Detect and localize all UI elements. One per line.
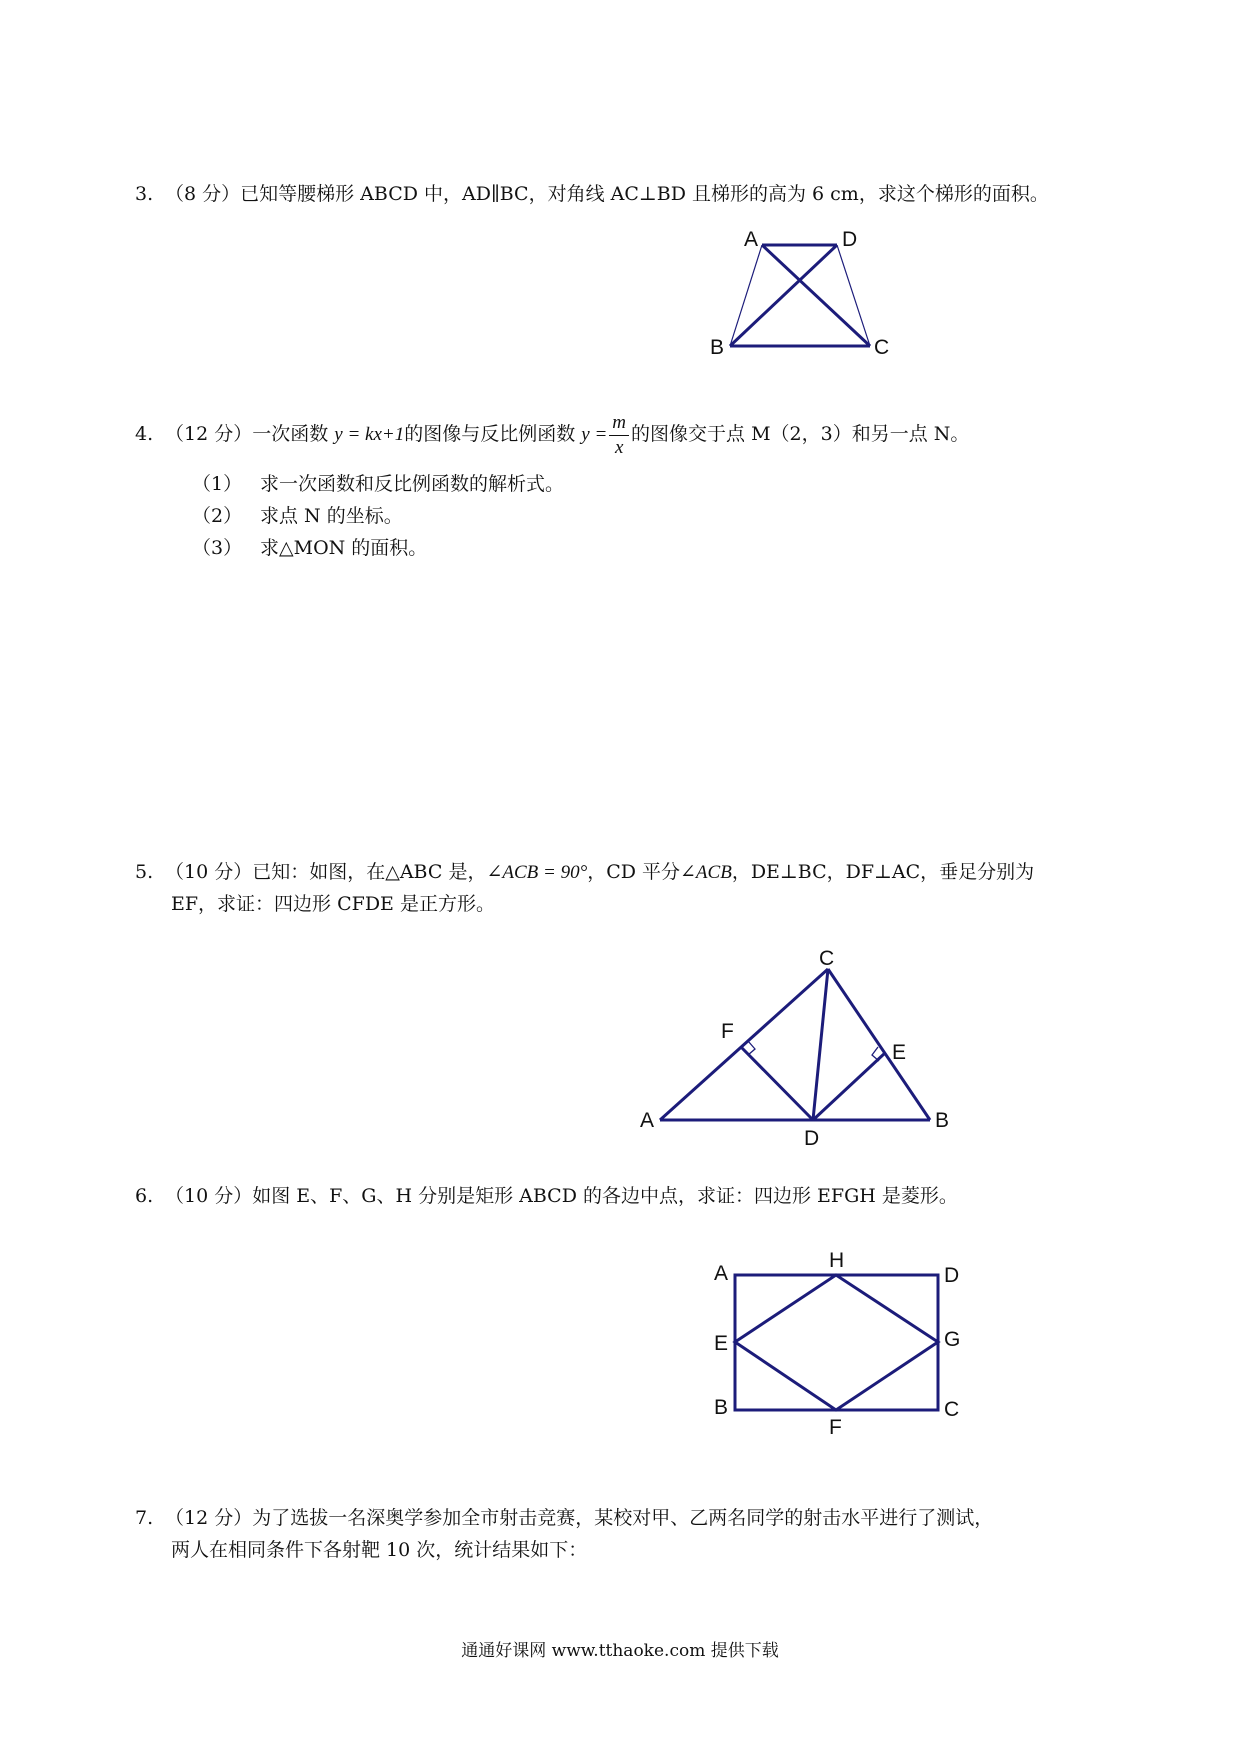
q4-line — [135, 410, 969, 460]
q4-inverse-fraction — [609, 411, 629, 460]
q5-angle-expression: ∠ACB = 90° — [486, 862, 588, 883]
perpendicular-df — [741, 1047, 813, 1120]
q4-inverse-formula-lhs: y = — [581, 424, 608, 445]
q5-text-a: （10 分）已知：如图，在△ABC 是， — [165, 861, 487, 883]
q4-part-3-text: 求△MON 的面积。 — [260, 537, 428, 559]
rect-label-e: E — [714, 1332, 729, 1355]
q5-angle-expression-2: ∠ACB — [680, 862, 732, 883]
triangle-figure — [640, 947, 960, 1150]
q6-number: 6. — [135, 1185, 154, 1207]
triangle-label-c: C — [819, 947, 835, 970]
q7-line-1 — [135, 1505, 993, 1531]
perpendicular-de — [813, 1053, 885, 1120]
q7-line-2 — [171, 1537, 587, 1563]
triangle-label-e: E — [892, 1041, 907, 1064]
rect-label-f: F — [829, 1416, 842, 1439]
q5-text-b: ，CD 平分 — [587, 861, 680, 883]
right-angle-mark-f — [748, 1041, 755, 1055]
rectangle-figure — [710, 1250, 980, 1440]
q6-line — [135, 1183, 958, 1209]
rect-label-g: G — [944, 1328, 961, 1351]
bisector-cd — [813, 969, 828, 1120]
q4-text-b: 的图像与反比例函数 — [404, 423, 576, 445]
q4-text-c: 的图像交于点 M（2，3）和另一点 N。 — [631, 423, 970, 445]
q4-part-2 — [192, 503, 403, 529]
rect-label-a: A — [714, 1262, 729, 1285]
q4-part-3-label: （3） — [192, 537, 243, 559]
q3-line — [135, 181, 1049, 207]
triangle-label-b: B — [935, 1109, 950, 1132]
triangle-side-ac — [660, 969, 828, 1120]
rect-label-b: B — [714, 1396, 729, 1419]
triangle-label-d: D — [804, 1127, 820, 1150]
q5-number: 5. — [135, 861, 154, 883]
trapezoid-label-b: B — [710, 336, 725, 359]
q7-number: 7. — [135, 1507, 154, 1529]
rect-label-d: D — [944, 1264, 960, 1287]
rect-label-c: C — [944, 1398, 960, 1421]
q5-line-1 — [135, 859, 1034, 886]
triangle-label-f: F — [721, 1020, 734, 1043]
triangle-side-bc — [828, 969, 930, 1120]
q4-part-1 — [192, 471, 564, 497]
rhombus-efgh — [735, 1275, 938, 1410]
q4-part-1-text: 求一次函数和反比例函数的解析式。 — [260, 473, 565, 495]
q5-text-c: ，DE⊥BC，DF⊥AC，垂足分别为 — [731, 861, 1035, 883]
page-footer: 通通好课网 www.tthaoke.com 提供下载 — [461, 1641, 779, 1661]
q4-part-2-text: 求点 N 的坐标。 — [260, 505, 403, 527]
q7-text-line-1: （12 分）为了选拔一名深奥学参加全市射击竞赛，某校对甲、乙两名同学的射击水平进行了测试， — [165, 1507, 994, 1529]
triangle-label-a: A — [640, 1109, 655, 1132]
rectangle-abcd — [735, 1275, 938, 1410]
rect-label-h: H — [829, 1249, 845, 1272]
q4-part-2-label: （2） — [192, 505, 243, 527]
q3-number: 3. — [135, 183, 154, 205]
trapezoid-label-c: C — [874, 336, 890, 359]
q4-part-1-label: （1） — [192, 473, 243, 495]
q5-line-2 — [171, 891, 495, 917]
q4-linear-formula: y = kx+1 — [334, 424, 405, 445]
q5-text-line-2: EF，求证：四边形 CFDE 是正方形。 — [171, 893, 495, 915]
q4-fraction-denominator: x — [614, 436, 624, 458]
trapezoid-label-d: D — [842, 228, 858, 251]
q4-part-3 — [192, 535, 427, 561]
trapezoid-label-a: A — [744, 228, 759, 251]
q7-text-line-2: 两人在相同条件下各射靶 10 次，统计结果如下： — [171, 1539, 588, 1561]
trapezoid-figure — [700, 226, 900, 366]
q6-text: （10 分）如图 E、F、G、H 分别是矩形 ABCD 的各边中点，求证：四边形 EFGH 是菱形。 — [165, 1185, 958, 1207]
q4-text-a: （12 分）一次函数 — [165, 423, 329, 445]
q4-fraction-numerator: m — [609, 411, 629, 436]
q3-text: （8 分）已知等腰梯形 ABCD 中，AD∥BC，对角线 AC⊥BD 且梯形的高为 6 cm，求这个梯形的面积。 — [165, 183, 1049, 205]
q4-number: 4. — [135, 423, 154, 445]
